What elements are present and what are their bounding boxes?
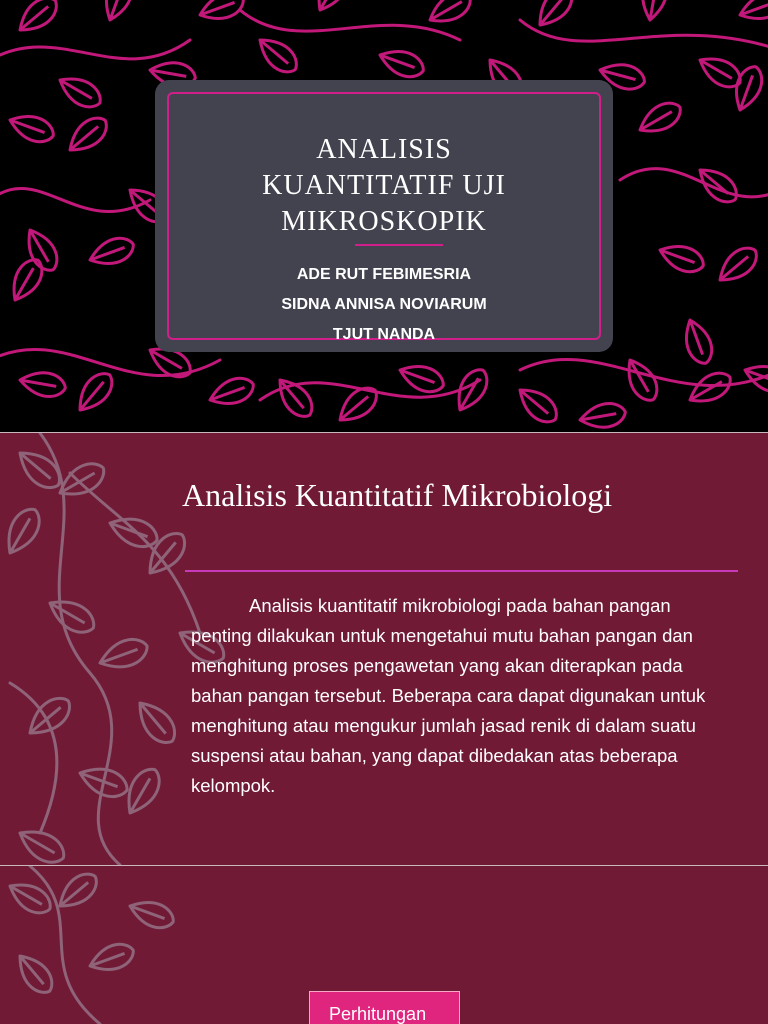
- leaf-shape: [639, 0, 670, 22]
- leaf-shape: [6, 109, 57, 147]
- leaf-shape: [126, 895, 177, 933]
- leaf-shape: [656, 239, 707, 277]
- content-slide-partial: [0, 866, 768, 1024]
- slide-heading: Analisis Kuantitatif Mikrobiologi: [182, 477, 613, 513]
- leaf-shape: [693, 161, 743, 208]
- author-name: SIDNA ANNISA NOVIARUM: [281, 296, 487, 313]
- title-line: ANALISIS: [316, 134, 452, 165]
- heading-underline: [185, 570, 738, 572]
- vine-stem: [10, 683, 57, 833]
- leaf-shape: [12, 443, 67, 494]
- title-line: KUANTITATIF UJI: [262, 170, 506, 201]
- vine-stem: [0, 188, 150, 211]
- presentation-title: [169, 132, 599, 240]
- author-name: ADE RUT FEBIMESRIA: [296, 266, 472, 283]
- leaf-shape: [253, 31, 303, 78]
- leaf-shape: [44, 592, 100, 639]
- leaf-shape: [13, 0, 63, 39]
- title-card-frame: [167, 92, 601, 343]
- leaf-shape: [634, 97, 685, 140]
- leaf-shape: [53, 868, 103, 915]
- floral-vine-decoration: [0, 866, 230, 1024]
- leaf-shape: [679, 316, 717, 367]
- leaf-shape: [71, 367, 118, 417]
- perhitungan-button[interactable]: Perhitungan: [309, 991, 460, 1024]
- leaf-shape: [531, 0, 578, 32]
- title-divider: [355, 244, 443, 246]
- leaf-shape: [4, 876, 55, 919]
- leaf-shape: [86, 233, 137, 271]
- content-slide: [0, 433, 768, 865]
- leaf-shape: [54, 70, 105, 113]
- leaf-shape: [63, 112, 113, 159]
- title-line: MIKROSKOPIK: [281, 206, 487, 237]
- leaf-shape: [11, 949, 58, 999]
- leaf-shape: [271, 373, 318, 423]
- leaf-shape: [424, 0, 475, 30]
- leaf-shape: [18, 369, 67, 400]
- title-card: [155, 80, 613, 352]
- leaf-shape: [729, 63, 767, 114]
- leaf-shape: [578, 401, 627, 432]
- slide-body-text: Analisis kuantitatif mikrobiologi pada bahan pangan penting dilakukan untuk mengetahui mutu bahan pangan dan menghitung proses pengawetan yang akan diterapkan pada bahan pangan tersebut. Beberapa cara dapat digunakan untuk menghitung atau mengukur jumlah jasad renik di dalam suatu suspensi atau bahan, yang dapat dibedakan atas beberapa kelompok.: [191, 595, 706, 796]
- leaf-shape: [741, 359, 768, 397]
- leaf-shape: [206, 373, 257, 411]
- author-list: [169, 260, 599, 350]
- leaf-shape: [713, 242, 763, 289]
- leaf-shape: [396, 359, 447, 397]
- author-name: TJUT NANDA: [332, 326, 436, 343]
- leaf-shape: [76, 761, 132, 802]
- vine-stem: [240, 10, 460, 40]
- leaf-shape: [99, 0, 137, 24]
- leaf-shape: [736, 0, 768, 26]
- vine-stem: [520, 20, 768, 50]
- leaf-shape: [0, 503, 46, 559]
- leaf-shape: [620, 354, 663, 405]
- leaf-shape: [310, 0, 353, 16]
- leaf-shape: [96, 634, 152, 675]
- title-slide: [0, 0, 768, 432]
- leaf-shape: [376, 44, 427, 82]
- leaf-shape: [196, 0, 247, 26]
- leaf-shape: [684, 367, 735, 410]
- leaf-shape: [130, 695, 181, 750]
- leaf-shape: [86, 939, 137, 977]
- leaf-shape: [513, 381, 563, 428]
- leaf-shape: [5, 254, 48, 305]
- leaf-shape: [106, 511, 162, 552]
- vine-stem: [0, 40, 190, 60]
- vine-stem: [70, 473, 200, 633]
- vine-stem: [620, 169, 768, 197]
- leaf-shape: [140, 527, 191, 582]
